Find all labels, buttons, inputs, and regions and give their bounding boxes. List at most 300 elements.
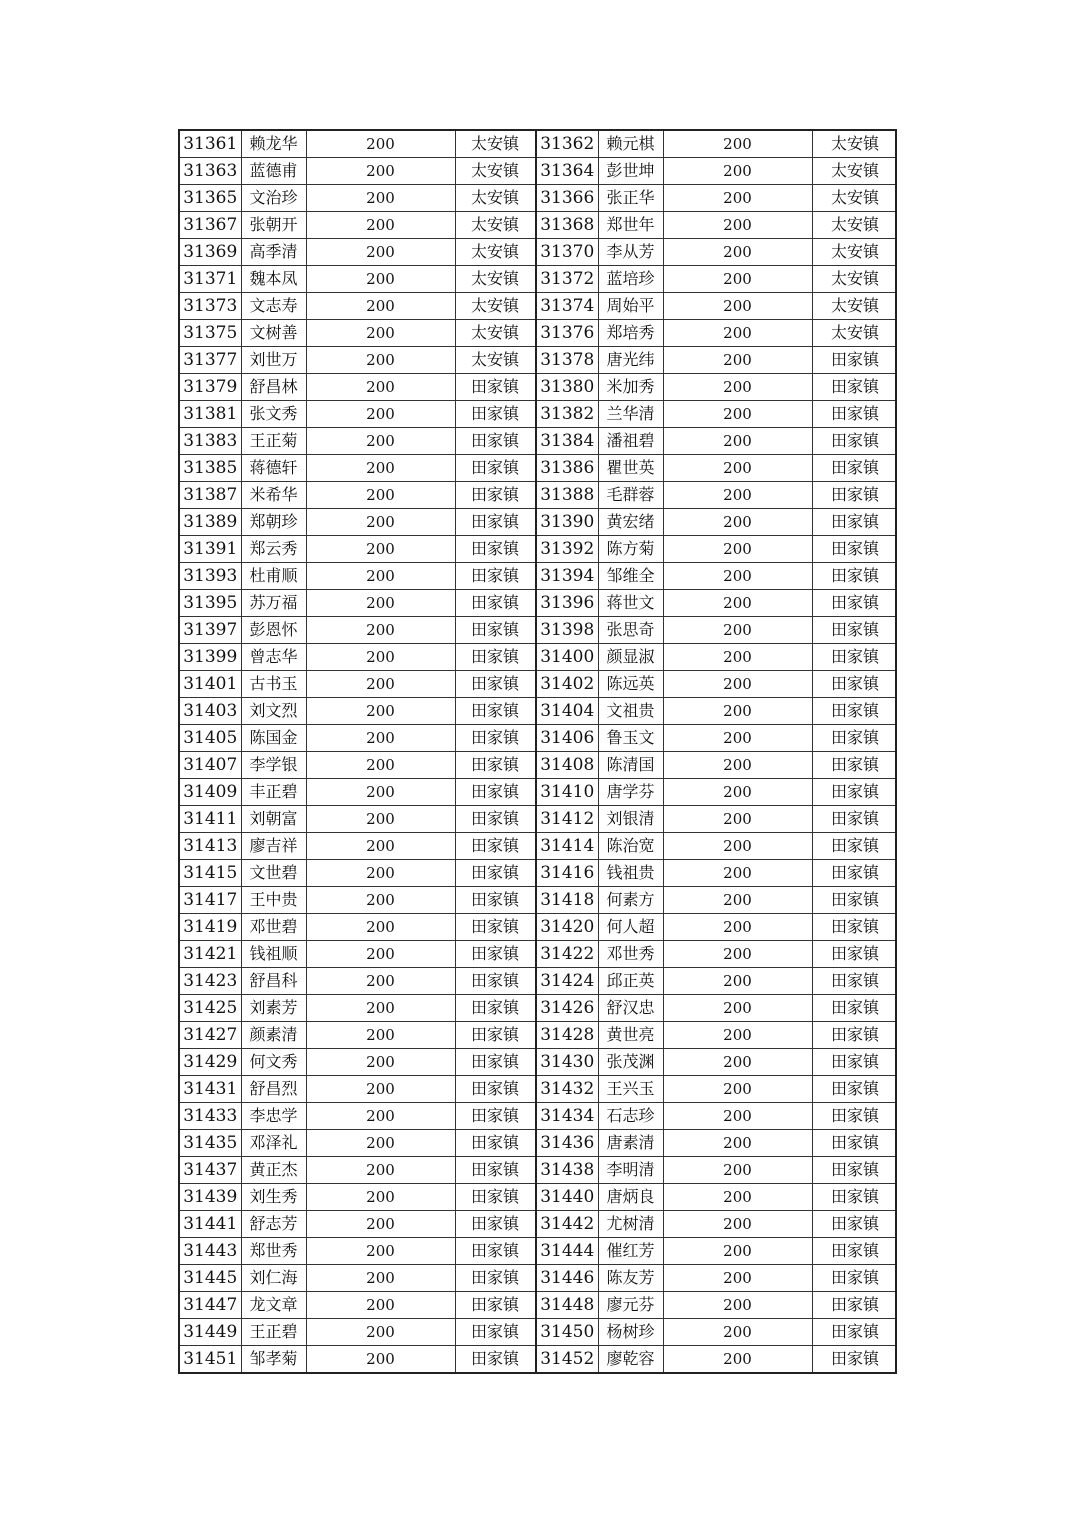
amount-cell: 200: [663, 887, 812, 914]
town-name-cell: 田家镇: [812, 536, 896, 563]
record-id-cell: 31399: [179, 644, 241, 671]
person-name-cell: 唐学芬: [598, 779, 663, 806]
amount-cell: 200: [663, 725, 812, 752]
record-id-cell: 31429: [179, 1049, 241, 1076]
town-name-cell: 田家镇: [812, 455, 896, 482]
amount-cell: 200: [663, 1049, 812, 1076]
record-id-cell: 31373: [179, 293, 241, 320]
record-id-cell: 31361: [179, 130, 241, 158]
town-name-cell: 太安镇: [812, 320, 896, 347]
record-id-cell: 31409: [179, 779, 241, 806]
record-id-cell: 31410: [536, 779, 598, 806]
town-name-cell: 田家镇: [455, 995, 536, 1022]
person-name-cell: 兰华清: [598, 401, 663, 428]
town-name-cell: 田家镇: [455, 455, 536, 482]
amount-cell: 200: [663, 1238, 812, 1265]
amount-cell: 200: [663, 212, 812, 239]
record-id-cell: 31404: [536, 698, 598, 725]
amount-cell: 200: [306, 941, 455, 968]
amount-cell: 200: [306, 1022, 455, 1049]
town-name-cell: 田家镇: [812, 482, 896, 509]
amount-cell: 200: [663, 239, 812, 266]
table-row: [179, 968, 896, 995]
person-name-cell: 李忠学: [241, 1103, 306, 1130]
amount-cell: 200: [306, 995, 455, 1022]
town-name-cell: 田家镇: [455, 725, 536, 752]
roster-body: [179, 130, 896, 1373]
person-name-cell: 邓世秀: [598, 941, 663, 968]
person-name-cell: 邓泽礼: [241, 1130, 306, 1157]
person-name-cell: 舒昌科: [241, 968, 306, 995]
record-id-cell: 31434: [536, 1103, 598, 1130]
person-name-cell: 周始平: [598, 293, 663, 320]
person-name-cell: 刘银清: [598, 806, 663, 833]
person-name-cell: 催红芳: [598, 1238, 663, 1265]
town-name-cell: 田家镇: [455, 806, 536, 833]
person-name-cell: 高季清: [241, 239, 306, 266]
person-name-cell: 刘世万: [241, 347, 306, 374]
town-name-cell: 田家镇: [455, 968, 536, 995]
record-id-cell: 31419: [179, 914, 241, 941]
record-id-cell: 31446: [536, 1265, 598, 1292]
town-name-cell: 田家镇: [812, 401, 896, 428]
person-name-cell: 尤树清: [598, 1211, 663, 1238]
amount-cell: 200: [663, 293, 812, 320]
amount-cell: 200: [306, 482, 455, 509]
amount-cell: 200: [663, 1319, 812, 1346]
table-row: [179, 509, 896, 536]
table-row: [179, 1211, 896, 1238]
amount-cell: 200: [306, 1157, 455, 1184]
person-name-cell: 陈国金: [241, 725, 306, 752]
person-name-cell: 何素方: [598, 887, 663, 914]
person-name-cell: 古书玉: [241, 671, 306, 698]
table-row: [179, 1022, 896, 1049]
person-name-cell: 刘文烈: [241, 698, 306, 725]
table-row: [179, 455, 896, 482]
record-id-cell: 31401: [179, 671, 241, 698]
table-row: [179, 725, 896, 752]
town-name-cell: 田家镇: [455, 536, 536, 563]
town-name-cell: 田家镇: [455, 1130, 536, 1157]
table-row: [179, 293, 896, 320]
table-row: [179, 644, 896, 671]
record-id-cell: 31381: [179, 401, 241, 428]
record-id-cell: 31431: [179, 1076, 241, 1103]
table-row: [179, 941, 896, 968]
person-name-cell: 李从芳: [598, 239, 663, 266]
person-name-cell: 鲁玉文: [598, 725, 663, 752]
amount-cell: 200: [306, 130, 455, 158]
person-name-cell: 王正菊: [241, 428, 306, 455]
amount-cell: 200: [306, 320, 455, 347]
town-name-cell: 田家镇: [455, 671, 536, 698]
record-id-cell: 31418: [536, 887, 598, 914]
record-id-cell: 31369: [179, 239, 241, 266]
amount-cell: 200: [663, 563, 812, 590]
record-id-cell: 31384: [536, 428, 598, 455]
town-name-cell: 田家镇: [455, 482, 536, 509]
record-id-cell: 31414: [536, 833, 598, 860]
town-name-cell: 田家镇: [455, 1103, 536, 1130]
person-name-cell: 潘祖碧: [598, 428, 663, 455]
town-name-cell: 田家镇: [455, 428, 536, 455]
record-id-cell: 31427: [179, 1022, 241, 1049]
table-row: [179, 130, 896, 158]
town-name-cell: 田家镇: [455, 401, 536, 428]
record-id-cell: 31388: [536, 482, 598, 509]
town-name-cell: 太安镇: [455, 266, 536, 293]
table-row: [179, 617, 896, 644]
person-name-cell: 邹维全: [598, 563, 663, 590]
town-name-cell: 田家镇: [812, 1103, 896, 1130]
person-name-cell: 廖元芬: [598, 1292, 663, 1319]
amount-cell: 200: [306, 1319, 455, 1346]
record-id-cell: 31426: [536, 995, 598, 1022]
amount-cell: 200: [663, 1346, 812, 1374]
table-row: [179, 212, 896, 239]
town-name-cell: 田家镇: [812, 1211, 896, 1238]
amount-cell: 200: [306, 293, 455, 320]
record-id-cell: 31412: [536, 806, 598, 833]
town-name-cell: 田家镇: [455, 1211, 536, 1238]
person-name-cell: 钱祖顺: [241, 941, 306, 968]
amount-cell: 200: [306, 590, 455, 617]
record-id-cell: 31433: [179, 1103, 241, 1130]
amount-cell: 200: [663, 455, 812, 482]
record-id-cell: 31444: [536, 1238, 598, 1265]
amount-cell: 200: [306, 725, 455, 752]
person-name-cell: 邓世碧: [241, 914, 306, 941]
table-row: [179, 1265, 896, 1292]
record-id-cell: 31365: [179, 185, 241, 212]
amount-cell: 200: [306, 347, 455, 374]
table-row: [179, 887, 896, 914]
amount-cell: 200: [306, 266, 455, 293]
amount-cell: 200: [306, 455, 455, 482]
record-id-cell: 31392: [536, 536, 598, 563]
record-id-cell: 31420: [536, 914, 598, 941]
amount-cell: 200: [663, 1265, 812, 1292]
table-row: [179, 320, 896, 347]
person-name-cell: 舒昌烈: [241, 1076, 306, 1103]
record-id-cell: 31432: [536, 1076, 598, 1103]
record-id-cell: 31364: [536, 158, 598, 185]
record-id-cell: 31362: [536, 130, 598, 158]
amount-cell: 200: [306, 1211, 455, 1238]
record-id-cell: 31367: [179, 212, 241, 239]
town-name-cell: 太安镇: [455, 320, 536, 347]
amount-cell: 200: [306, 428, 455, 455]
town-name-cell: 田家镇: [812, 671, 896, 698]
town-name-cell: 田家镇: [812, 1238, 896, 1265]
amount-cell: 200: [306, 1049, 455, 1076]
town-name-cell: 太安镇: [812, 158, 896, 185]
person-name-cell: 廖吉祥: [241, 833, 306, 860]
record-id-cell: 31442: [536, 1211, 598, 1238]
amount-cell: 200: [306, 617, 455, 644]
amount-cell: 200: [306, 1076, 455, 1103]
record-id-cell: 31428: [536, 1022, 598, 1049]
town-name-cell: 田家镇: [812, 1022, 896, 1049]
town-name-cell: 田家镇: [455, 617, 536, 644]
person-name-cell: 唐素清: [598, 1130, 663, 1157]
person-name-cell: 蓝德甫: [241, 158, 306, 185]
town-name-cell: 田家镇: [812, 347, 896, 374]
person-name-cell: 文治珍: [241, 185, 306, 212]
record-id-cell: 31366: [536, 185, 598, 212]
amount-cell: 200: [306, 185, 455, 212]
person-name-cell: 张朝开: [241, 212, 306, 239]
person-name-cell: 邱正英: [598, 968, 663, 995]
table-row: [179, 1049, 896, 1076]
record-id-cell: 31422: [536, 941, 598, 968]
amount-cell: 200: [663, 752, 812, 779]
table-row: [179, 1238, 896, 1265]
person-name-cell: 郑朝珍: [241, 509, 306, 536]
person-name-cell: 邹孝菊: [241, 1346, 306, 1374]
person-name-cell: 文树善: [241, 320, 306, 347]
town-name-cell: 田家镇: [812, 509, 896, 536]
town-name-cell: 太安镇: [812, 239, 896, 266]
table-row: [179, 995, 896, 1022]
amount-cell: 200: [306, 698, 455, 725]
person-name-cell: 唐炳良: [598, 1184, 663, 1211]
town-name-cell: 田家镇: [455, 941, 536, 968]
amount-cell: 200: [306, 860, 455, 887]
person-name-cell: 陈清国: [598, 752, 663, 779]
amount-cell: 200: [663, 1184, 812, 1211]
person-name-cell: 廖乾容: [598, 1346, 663, 1374]
town-name-cell: 太安镇: [455, 130, 536, 158]
amount-cell: 200: [306, 1265, 455, 1292]
town-name-cell: 田家镇: [812, 752, 896, 779]
record-id-cell: 31437: [179, 1157, 241, 1184]
person-name-cell: 张茂渊: [598, 1049, 663, 1076]
town-name-cell: 太安镇: [812, 130, 896, 158]
record-id-cell: 31436: [536, 1130, 598, 1157]
amount-cell: 200: [306, 1103, 455, 1130]
amount-cell: 200: [306, 158, 455, 185]
table-row: [179, 1319, 896, 1346]
town-name-cell: 田家镇: [455, 1238, 536, 1265]
table-row: [179, 1184, 896, 1211]
table-row: [179, 428, 896, 455]
table-row: [179, 239, 896, 266]
amount-cell: 200: [306, 1184, 455, 1211]
record-id-cell: 31406: [536, 725, 598, 752]
amount-cell: 200: [306, 401, 455, 428]
amount-cell: 200: [306, 239, 455, 266]
record-id-cell: 31435: [179, 1130, 241, 1157]
record-id-cell: 31372: [536, 266, 598, 293]
person-name-cell: 杜甫顺: [241, 563, 306, 590]
table-row: [179, 779, 896, 806]
town-name-cell: 太安镇: [455, 158, 536, 185]
town-name-cell: 田家镇: [812, 1184, 896, 1211]
amount-cell: 200: [663, 1130, 812, 1157]
record-id-cell: 31371: [179, 266, 241, 293]
town-name-cell: 田家镇: [455, 1049, 536, 1076]
town-name-cell: 田家镇: [455, 590, 536, 617]
town-name-cell: 田家镇: [812, 914, 896, 941]
town-name-cell: 田家镇: [455, 1292, 536, 1319]
person-name-cell: 张正华: [598, 185, 663, 212]
person-name-cell: 蒋世文: [598, 590, 663, 617]
person-name-cell: 郑世年: [598, 212, 663, 239]
town-name-cell: 田家镇: [812, 968, 896, 995]
town-name-cell: 田家镇: [455, 1346, 536, 1374]
record-id-cell: 31382: [536, 401, 598, 428]
town-name-cell: 太安镇: [455, 293, 536, 320]
amount-cell: 200: [306, 887, 455, 914]
record-id-cell: 31395: [179, 590, 241, 617]
person-name-cell: 何文秀: [241, 1049, 306, 1076]
town-name-cell: 田家镇: [812, 1049, 896, 1076]
amount-cell: 200: [306, 644, 455, 671]
table-row: [179, 1292, 896, 1319]
town-name-cell: 田家镇: [812, 1346, 896, 1374]
record-id-cell: 31417: [179, 887, 241, 914]
person-name-cell: 文世碧: [241, 860, 306, 887]
town-name-cell: 田家镇: [812, 941, 896, 968]
amount-cell: 200: [663, 130, 812, 158]
amount-cell: 200: [306, 1346, 455, 1374]
table-row: [179, 536, 896, 563]
person-name-cell: 钱祖贵: [598, 860, 663, 887]
amount-cell: 200: [663, 482, 812, 509]
amount-cell: 200: [663, 428, 812, 455]
person-name-cell: 彭世坤: [598, 158, 663, 185]
town-name-cell: 田家镇: [812, 374, 896, 401]
table-row: [179, 671, 896, 698]
record-id-cell: 31394: [536, 563, 598, 590]
table-row: [179, 185, 896, 212]
table-row: [179, 860, 896, 887]
town-name-cell: 田家镇: [812, 1292, 896, 1319]
person-name-cell: 刘朝富: [241, 806, 306, 833]
table-row: [179, 1076, 896, 1103]
record-id-cell: 31396: [536, 590, 598, 617]
roster-table: [178, 129, 897, 1374]
town-name-cell: 田家镇: [455, 1184, 536, 1211]
town-name-cell: 田家镇: [455, 887, 536, 914]
amount-cell: 200: [306, 671, 455, 698]
town-name-cell: 田家镇: [812, 1157, 896, 1184]
town-name-cell: 田家镇: [812, 887, 896, 914]
amount-cell: 200: [663, 914, 812, 941]
record-id-cell: 31375: [179, 320, 241, 347]
person-name-cell: 赖龙华: [241, 130, 306, 158]
amount-cell: 200: [663, 320, 812, 347]
person-name-cell: 张思奇: [598, 617, 663, 644]
amount-cell: 200: [306, 752, 455, 779]
record-id-cell: 31415: [179, 860, 241, 887]
town-name-cell: 田家镇: [812, 806, 896, 833]
record-id-cell: 31398: [536, 617, 598, 644]
record-id-cell: 31438: [536, 1157, 598, 1184]
person-name-cell: 龙文章: [241, 1292, 306, 1319]
table-row: [179, 833, 896, 860]
amount-cell: 200: [663, 185, 812, 212]
record-id-cell: 31385: [179, 455, 241, 482]
person-name-cell: 魏本凤: [241, 266, 306, 293]
amount-cell: 200: [663, 401, 812, 428]
table-row: [179, 401, 896, 428]
record-id-cell: 31390: [536, 509, 598, 536]
amount-cell: 200: [306, 779, 455, 806]
person-name-cell: 石志珍: [598, 1103, 663, 1130]
amount-cell: 200: [663, 698, 812, 725]
record-id-cell: 31452: [536, 1346, 598, 1374]
record-id-cell: 31450: [536, 1319, 598, 1346]
town-name-cell: 田家镇: [812, 428, 896, 455]
record-id-cell: 31389: [179, 509, 241, 536]
amount-cell: 200: [306, 212, 455, 239]
amount-cell: 200: [306, 833, 455, 860]
town-name-cell: 太安镇: [812, 266, 896, 293]
town-name-cell: 田家镇: [455, 1157, 536, 1184]
person-name-cell: 陈远英: [598, 671, 663, 698]
amount-cell: 200: [306, 806, 455, 833]
record-id-cell: 31391: [179, 536, 241, 563]
amount-cell: 200: [663, 347, 812, 374]
record-id-cell: 31439: [179, 1184, 241, 1211]
town-name-cell: 太安镇: [812, 185, 896, 212]
table-row: [179, 347, 896, 374]
person-name-cell: 丰正碧: [241, 779, 306, 806]
town-name-cell: 田家镇: [812, 860, 896, 887]
person-name-cell: 颜显淑: [598, 644, 663, 671]
record-id-cell: 31407: [179, 752, 241, 779]
town-name-cell: 田家镇: [812, 563, 896, 590]
table-row: [179, 590, 896, 617]
amount-cell: 200: [663, 374, 812, 401]
town-name-cell: 田家镇: [812, 833, 896, 860]
amount-cell: 200: [663, 1103, 812, 1130]
record-id-cell: 31403: [179, 698, 241, 725]
table-row: [179, 374, 896, 401]
town-name-cell: 田家镇: [455, 563, 536, 590]
town-name-cell: 太安镇: [455, 212, 536, 239]
person-name-cell: 刘仁海: [241, 1265, 306, 1292]
town-name-cell: 田家镇: [812, 779, 896, 806]
town-name-cell: 田家镇: [812, 644, 896, 671]
person-name-cell: 陈方菊: [598, 536, 663, 563]
person-name-cell: 毛群蓉: [598, 482, 663, 509]
town-name-cell: 田家镇: [455, 779, 536, 806]
town-name-cell: 田家镇: [455, 644, 536, 671]
town-name-cell: 田家镇: [812, 1319, 896, 1346]
amount-cell: 200: [663, 1022, 812, 1049]
record-id-cell: 31376: [536, 320, 598, 347]
record-id-cell: 31424: [536, 968, 598, 995]
record-id-cell: 31363: [179, 158, 241, 185]
town-name-cell: 田家镇: [455, 374, 536, 401]
table-row: [179, 806, 896, 833]
amount-cell: 200: [663, 1292, 812, 1319]
table-row: [179, 1346, 896, 1374]
person-name-cell: 杨树珍: [598, 1319, 663, 1346]
town-name-cell: 田家镇: [812, 1076, 896, 1103]
person-name-cell: 苏万福: [241, 590, 306, 617]
record-id-cell: 31379: [179, 374, 241, 401]
person-name-cell: 瞿世英: [598, 455, 663, 482]
town-name-cell: 田家镇: [455, 860, 536, 887]
amount-cell: 200: [663, 1076, 812, 1103]
amount-cell: 200: [663, 779, 812, 806]
table-row: [179, 1157, 896, 1184]
